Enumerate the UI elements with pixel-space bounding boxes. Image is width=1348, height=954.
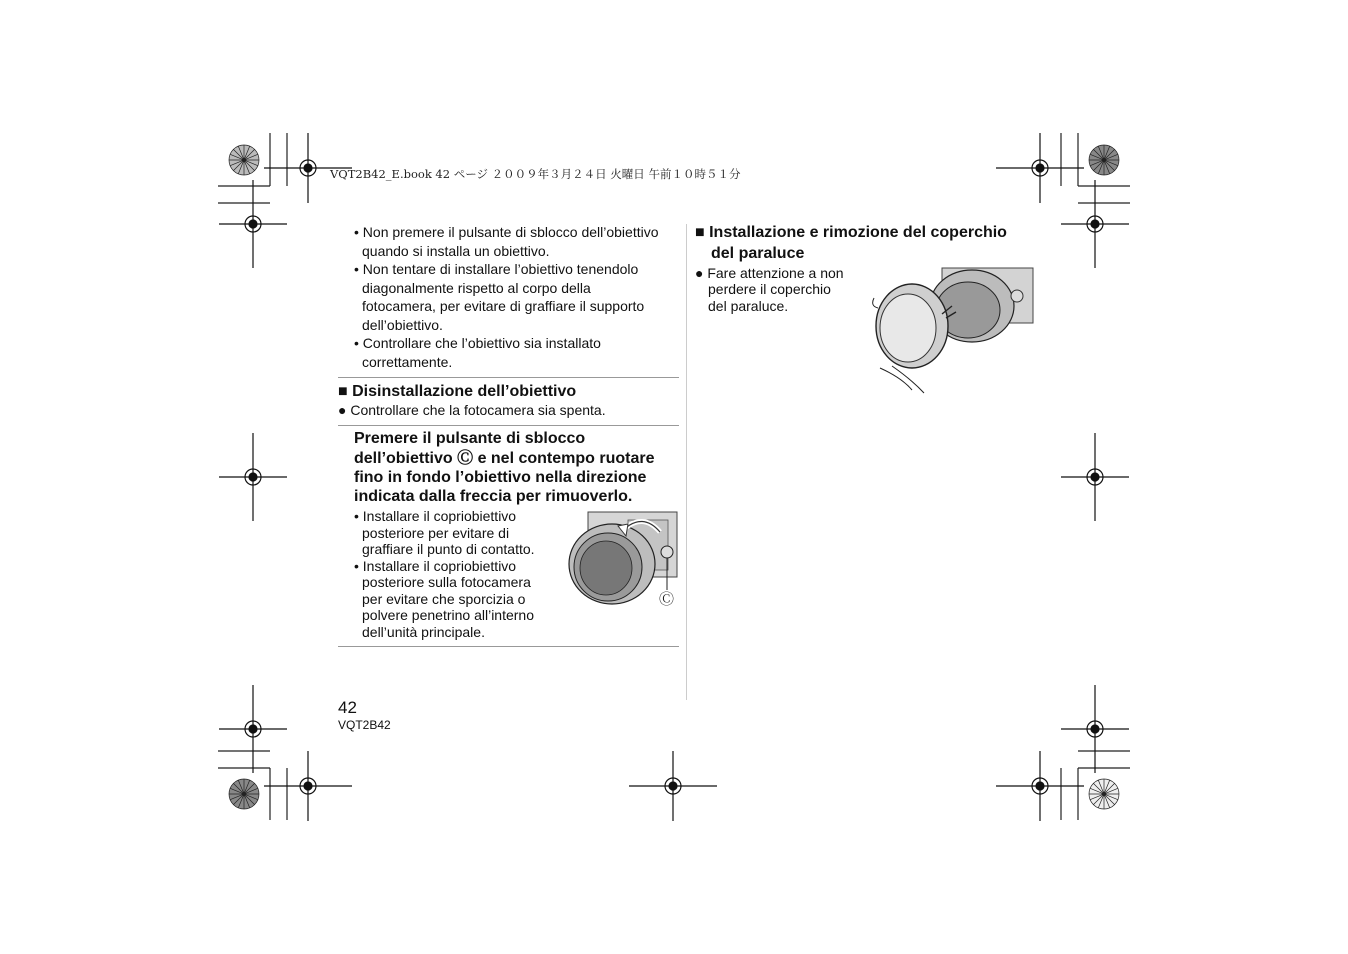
bullet-line: quando si installa un obiettivo.: [362, 243, 550, 259]
instruction-line: Premere il pulsante di sblocco: [354, 430, 586, 447]
bullet-line: • Non premere il pulsante di sblocco dell’obiettivo: [354, 224, 659, 240]
section-note: del paraluce.: [708, 298, 789, 314]
bullet-line: posteriore per evitare di: [362, 525, 510, 541]
document-code: VQT2B42: [338, 718, 391, 732]
column-divider: [686, 224, 687, 700]
section-title: ■ Disinstallazione dell’obiettivo: [338, 383, 577, 400]
section-title: ■ Installazione e rimozione del coperchio: [695, 224, 1007, 241]
instruction-line: dell’obiettivo Ⓒ e nel contempo ruotare: [354, 450, 655, 467]
page-number: 42: [338, 698, 357, 717]
bullet-line: dell’unità principale.: [362, 624, 485, 640]
bullet-line: • Installare il copriobiettivo: [354, 558, 517, 574]
bullet-line: • Controllare che l’obiettivo sia installato: [354, 335, 601, 351]
bullet-line: posteriore sulla fotocamera: [362, 574, 531, 590]
figure-label: Ⓒ: [659, 591, 675, 608]
divider: [338, 377, 679, 378]
bullet-line: fotocamera, per evitare di graffiare il supporto: [362, 298, 645, 314]
bullet-line: • Installare il copriobiettivo: [354, 508, 517, 524]
bullet-line: diagonalmente rispetto al corpo della: [362, 280, 591, 296]
lens-hood-cap-illustration: [872, 268, 1034, 398]
bullet-line: per evitare che sporcizia o: [362, 591, 526, 607]
bullet-line: graffiare il punto di contatto.: [362, 541, 535, 557]
section-title: del paraluce: [711, 245, 805, 262]
instruction-line: indicata dalla freccia per rimuoverlo.: [354, 488, 633, 505]
divider: [338, 425, 679, 426]
bullet-line: • Non tentare di installare l’obiettivo tenendolo: [354, 261, 639, 277]
book-header: VQT2B42_E.book 42 ページ ２００９年３月２４日 火曜日 午前１０時５１分: [330, 167, 741, 181]
bullet-line: dell’obiettivo.: [362, 317, 443, 333]
section-note: perdere il coperchio: [708, 281, 831, 297]
divider: [338, 646, 679, 647]
instruction-line: fino in fondo l’obiettivo nella direzione: [354, 469, 647, 486]
bullet-line: polvere penetrino all’interno: [362, 607, 534, 623]
bullet-line: correttamente.: [362, 354, 453, 370]
section-note: ● Fare attenzione a non: [695, 265, 844, 281]
section-note: ● Controllare che la fotocamera sia spenta.: [338, 402, 606, 418]
